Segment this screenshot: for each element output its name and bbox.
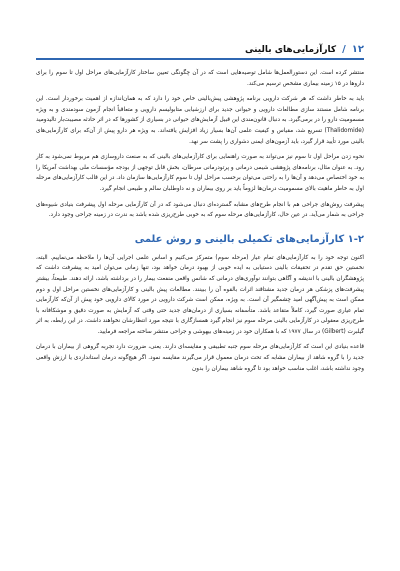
section-number: ۱-۲	[347, 233, 364, 245]
page-body	[36, 68, 364, 379]
paragraph: اکنون توجه خود را به کارآزمایی‌های تمام عیار (مرحله سوم) متمرکز می‌کنیم و اساس علمی اجرایی آن‌ها را ملاحظه می‌نماییم. البته، نخستین حق تقدم در تحقیقات بالینی دستیابی به ایده خوبی از بهبود درمان خواهد بود، تنها زمانی می‌توان امید به پیشرفت داشت که پژوهشگران بالینی با اندیشه و آگاهی بتوانند نوآوری‌های درمانی که شانس واقعی منفعت بیمار را در برداشته باشد، ارائه دهند. طبیعتاً، بیشترِ پیشرفت‌های پزشکی هر درمان جدید مشتاقند اثرات بالقوه آن را ببینند. مطالعات پیش بالینی و کارآزمایی‌های نخستین مراحل اول و دوم ممکن است به پیش‌آگهی امید چشمگیر آن است. به ویژه، ممکن است شرکت دارویی در مورد کالای دارویی خود پیش از آن‌که کارآزمایی تمام عیاری صورت گیرد، کاملاً متقاعد باشد. متأسفانه بسیاری از درمان‌های جدید حتی وقتی که آزمایش به صورت دقیق و موشکافانه با طرح‌ریزی معقولی در کارآزمایی بالینی مرحله سوم نیز انجام گیرد همسازگاری با نتیجه مورد انتظارشان نخواهند داشت. در این رابطه، به اثر گیلبرت (Gilbert) در سال ۱۹۷۷ که با همکاران خود در زمینه‌های بیهوشی و جراحی منتشر ساخته مراجعه فرمایید.	[36, 254, 364, 335]
paragraph: منتشر کرده است. این دستورالعمل‌ها شامل توصیه‌هایی است که در آن چگونگی تعیین ساختار کارآزمایی‌های مراحل اول تا سوم را برای داروها در ۱۵ زمینه بیماری مشخص ترسیم می‌کند.	[36, 70, 364, 87]
paragraph: نحوه زدن مراحل اول تا سوم نیز می‌تواند به صورت راهنمایی برای کارآزمایی‌های بالینی که به صنعت داروسازی هم مربوط نمی‌شود به کار رود. به عنوان مثال، برنامه‌های پژوهشی شیمی درمانی و پرتودرمانی سرطان، بخش قابل توجهی از بودجه مؤسسات ملی بهداشت آمریکا را به خود اختصاص می‌دهد و آن‌ها را به راحتی می‌توان برحسب مراحل اول تا سوم کارآزمایی‌ها سازمان داد. در این قالب کارآزمایی‌های مرحله اول به خاطر ماهیت بالای مسمومیت درمان‌ها لزوماً باید بر روی بیماران و نه داوطلبان سالم و طبیعی انجام گیرد.	[36, 154, 364, 192]
page-header	[36, 44, 364, 60]
paragraph: قاعده بنیادی این است که کارآزمایی‌های مرحله سوم جنبه تطبیقی و مقایسه‌ای دارند. یعنی، ضرورت دارد تجربه گروهی از بیماران با درمان جدید را با گروه شاهد از بیماران مشابه که تحت درمان معمول قرار می‌گیرند مقایسه نمود. اگر هیچ‌گونه درمان استانداردی یا ارزش واقعی وجود نداشته باشد، اغلب مناسب خواهد بود تا گروه شاهد بیماران را بدون	[36, 344, 364, 372]
section-heading	[36, 233, 364, 247]
running-title: کارآزمایی‌های بالینی	[245, 44, 337, 55]
header-separator: /	[342, 44, 346, 55]
section-title: کارآزمایی‌های تکمیلی بالینی و روش علمی	[134, 233, 345, 245]
page-number: ۱۲	[351, 44, 364, 55]
paragraph: پیشرفت روش‌های جراحی هم با انجام طرح‌های مشابه گسترده‌ای دنبال می‌شود که در آن کارآزمایی مرحله اول پیشرفت بنیادی شیوه‌های جراحی به شمار می‌آید. در عین حال، کارآزمایی‌های مرحله سوم که به خوبی طرح‌ریزی شده باشد به ندرت در زمینه جراحی وجود دارد.	[36, 201, 364, 219]
paragraph: باید به خاطر داشت که هر شرکت دارویی برنامه پژوهشی پیش‌بالینی خاص خود را دارد که به همان‌اندازه از اهمیت برخوردار است. این برنامه شامل مستند سازی مطالعات دارویی و حیوانی جدید برای ارزشیابی متابولیسم دارویی و متعاقباً انجام آزمون سودمندی و به ویژه مسمومیت دارو را در برمی‌گیرد. به دنبال قانون‌مندی این قبیل آزمایش‌های حیوانی در بسیاری از کشورها که در اثر حادثه مصیبت‌بار تالیدومید (Thalidomide) تسریع شد، مقیاس و کیفیت علمی آن‌ها بسیار زیاد افزایش یافته‌اند. به ویژه هر دارو پیش از آن‌که برای کارآزمایی‌های بالینی مورد تأیید قرار گیرد، باید آزمون‌های ایمنی دشواری را پشت سر نهد.	[36, 96, 364, 145]
